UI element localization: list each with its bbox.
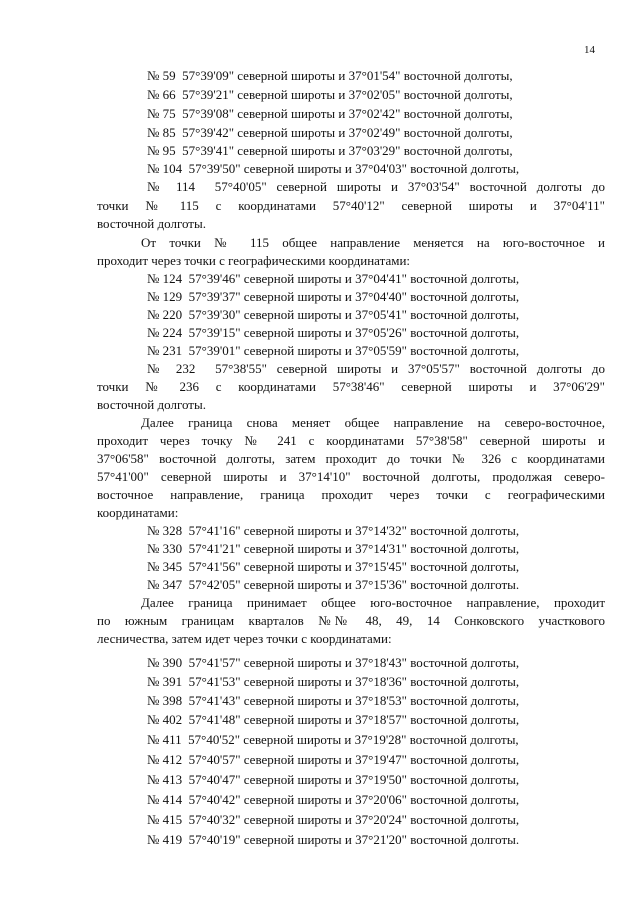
- coordinate-line: № 390 57°41'57" северной широты и 37°18'43" восточной долготы,: [147, 655, 520, 670]
- coordinate-line: № 412 57°40'57" северной широты и 37°19'47" восточной долготы,: [147, 752, 520, 767]
- paragraph-line: Далее граница принимает общее юго-восточное направление, проходит: [141, 595, 605, 610]
- coordinate-line: № 330 57°41'21" северной широты и 37°14'31" восточной долготы,: [147, 541, 520, 556]
- coordinate-line: № 345 57°41'56" северной широты и 37°15'45" восточной долготы,: [147, 559, 520, 574]
- coordinate-line: № 129 57°39'37" северной широты и 37°04'40" восточной долготы,: [147, 289, 520, 304]
- paragraph-line: № 114 57°40'05" северной широты и 37°03'54" восточной долготы до: [147, 179, 605, 194]
- coordinate-line: № 413 57°40'47" северной широты и 37°19'50" восточной долготы,: [147, 772, 520, 787]
- coordinate-line: № 231 57°39'01" северной широты и 37°05'59" восточной долготы,: [147, 343, 520, 358]
- page-number: 14: [584, 44, 595, 56]
- coordinate-line: № 391 57°41'53" северной широты и 37°18'36" восточной долготы,: [147, 674, 520, 689]
- paragraph-line: 37°06'58" восточной долготы, затем проходит до точки № 326 с координатами: [97, 451, 605, 466]
- coordinate-line: № 224 57°39'15" северной широты и 37°05'26" восточной долготы,: [147, 325, 520, 340]
- coordinate-line: № 95 57°39'41" северной широты и 37°03'29" восточной долготы,: [147, 143, 513, 158]
- paragraph-line: От точки № 115 общее направление меняется на юго-восточное и: [141, 235, 605, 250]
- coordinate-line: № 75 57°39'08" северной широты и 37°02'42" восточной долготы,: [147, 106, 513, 121]
- coordinate-line: № 414 57°40'42" северной широты и 37°20'06" восточной долготы,: [147, 792, 520, 807]
- coordinate-line: № 124 57°39'46" северной широты и 37°04'41" восточной долготы,: [147, 271, 520, 286]
- paragraph-line: № 232 57°38'55" северной широты и 37°05'57" восточной долготы до: [147, 361, 605, 376]
- paragraph-line: Далее граница снова меняет общее направление на северо-восточное,: [141, 415, 605, 430]
- coordinate-line: № 66 57°39'21" северной широты и 37°02'05" восточной долготы,: [147, 87, 513, 102]
- coordinate-line: № 328 57°41'16" северной широты и 37°14'32" восточной долготы,: [147, 523, 520, 538]
- coordinate-line: № 85 57°39'42" северной широты и 37°02'49" восточной долготы,: [147, 125, 513, 140]
- coordinate-line: № 59 57°39'09" северной широты и 37°01'54" восточной долготы,: [147, 68, 513, 83]
- paragraph-line: координатами:: [97, 505, 179, 520]
- paragraph-line: 57°41'00" северной широты и 37°14'10" восточной долготы, продолжая северо-: [97, 469, 605, 484]
- paragraph-line: лесничества, затем идет через точки с координатами:: [97, 631, 392, 646]
- coordinate-line: № 415 57°40'32" северной широты и 37°20'24" восточной долготы,: [147, 812, 520, 827]
- paragraph-line: восточной долготы.: [97, 397, 206, 412]
- coordinate-line: № 411 57°40'52" северной широты и 37°19'28" восточной долготы,: [147, 732, 519, 747]
- paragraph-line: восточное направление, граница проходит через точки с географическими: [97, 487, 605, 502]
- paragraph-line: по южным границам кварталов №№ 48, 49, 14 Сонковского участкового: [97, 613, 605, 628]
- coordinate-line: № 104 57°39'50" северной широты и 37°04'03" восточной долготы,: [147, 161, 520, 176]
- paragraph-line: точки № 115 с координатами 57°40'12" северной широты и 37°04'11": [97, 198, 605, 213]
- paragraph-line: точки № 236 с координатами 57°38'46" северной широты и 37°06'29": [97, 379, 605, 394]
- paragraph-line: проходит через точки с географическими координатами:: [97, 253, 411, 268]
- paragraph-line: проходит через точку № 241 с координатами 57°38'58" северной широты и: [97, 433, 605, 448]
- coordinate-line: № 419 57°40'19" северной широты и 37°21'20" восточной долготы.: [147, 832, 520, 847]
- coordinate-line: № 220 57°39'30" северной широты и 37°05'41" восточной долготы,: [147, 307, 520, 322]
- paragraph-line: восточной долготы.: [97, 216, 206, 231]
- coordinate-line: № 347 57°42'05" северной широты и 37°15'36" восточной долготы.: [147, 577, 520, 592]
- coordinate-line: № 402 57°41'48" северной широты и 37°18'57" восточной долготы,: [147, 712, 520, 727]
- coordinate-line: № 398 57°41'43" северной широты и 37°18'53" восточной долготы,: [147, 693, 520, 708]
